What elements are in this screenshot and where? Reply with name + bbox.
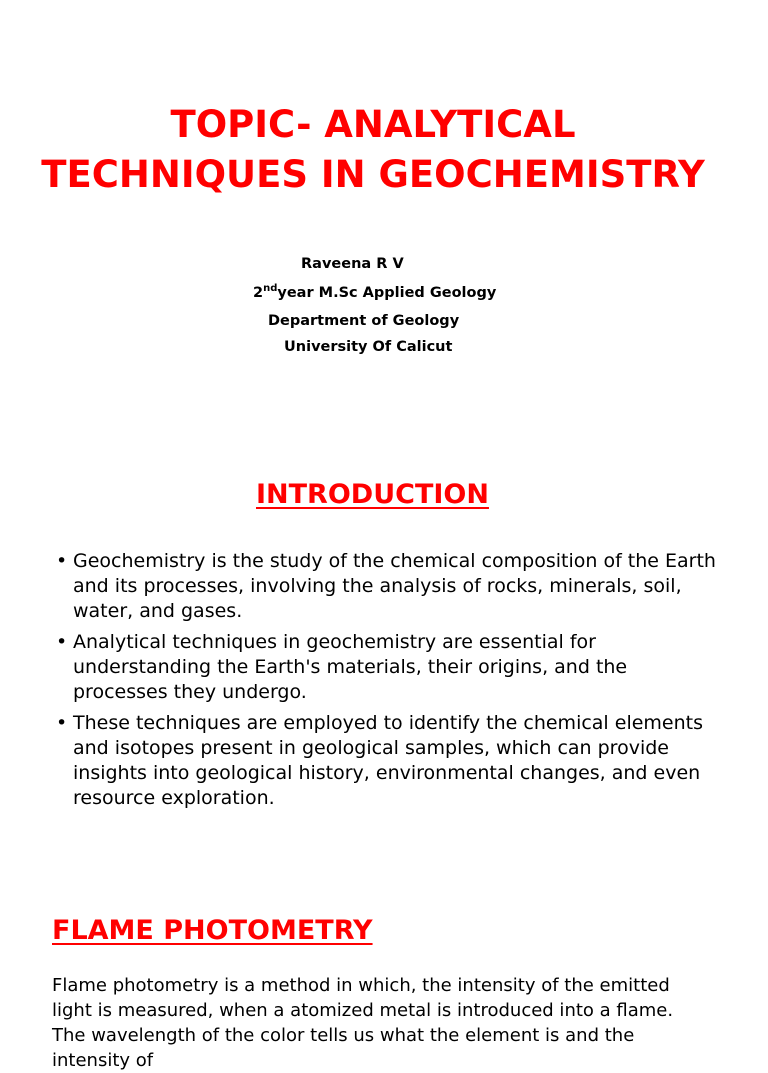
introduction-heading: INTRODUCTION (256, 479, 489, 510)
author-year-rest: year M.Sc Applied Geology (277, 284, 497, 301)
introduction-bullet-list (56, 549, 716, 817)
title-line-2: TECHNIQUES IN GEOCHEMISTRY (41, 153, 705, 196)
author-university: University Of Calicut (284, 339, 453, 355)
author-year-number: 2 (253, 284, 264, 301)
bullet-item: • These techniques are employed to identify the chemical elements and isotopes present in geological samples, which can provide insights into geological history, environmental changes, and even resource exploration. (56, 711, 716, 811)
author-department: Department of Geology (268, 313, 460, 329)
title-line-1: TOPIC- ANALYTICAL (170, 103, 576, 146)
bullet-item: • Geochemistry is the study of the chemical composition of the Earth and its processes, involving the analysis of rocks, minerals, soil, water, and gases. (56, 549, 716, 624)
author-name: Raveena R V (301, 256, 404, 272)
author-year-suffix: nd (263, 283, 278, 294)
author-year (253, 283, 496, 301)
slide-title (0, 100, 746, 200)
flame-photometry-heading: FLAME PHOTOMETRY (52, 915, 373, 946)
bullet-item: • Analytical techniques in geochemistry are essential for understanding the Earth's materials, their origins, and the processes they undergo. (56, 630, 716, 705)
flame-photometry-paragraph: Flame photometry is a method in which, the intensity of the emitted light is measured, when a atomized metal is introduced into a flame. The wavelength of the color tells us what the element is and the intensity of (52, 975, 674, 1071)
